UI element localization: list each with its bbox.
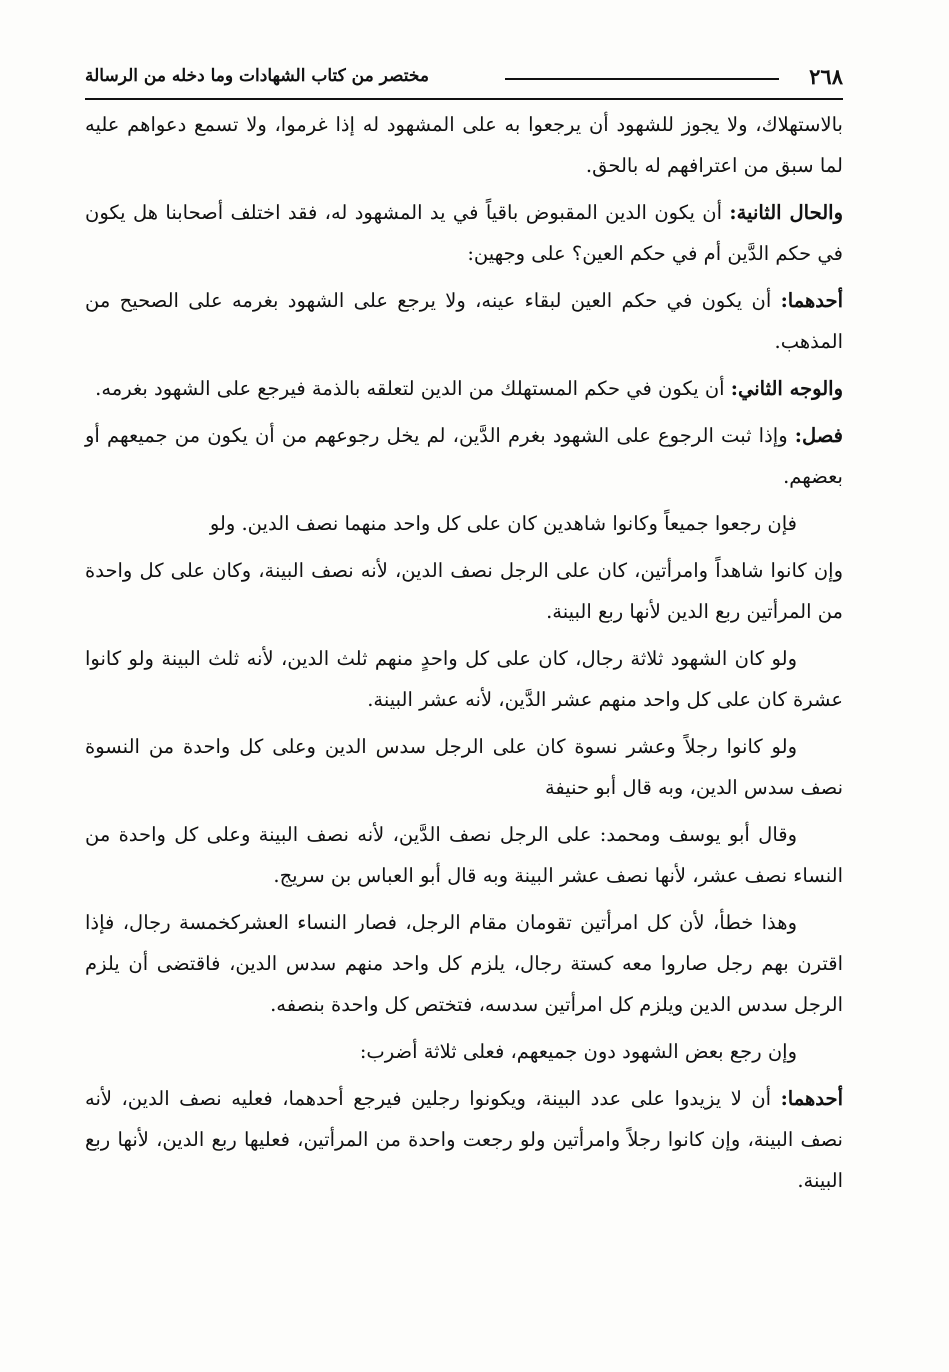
paragraph: وإن كانوا شاهداً وامرأتين، كان على الرجل نصف الدين، لأنه نصف البينة، وكان على كل واحدة من المرأتين ربع الدين لأنها ربع البينة. <box>85 559 843 623</box>
paragraph: وهذا خطأ، لأن كل امرأتين تقومان مقام الرجل، فصار النساء العشركخمسة رجال، فإذا اقترن بهم رجل صاروا معه كستة رجال، يلزم كل واحد منهم سدس الدين، فاقتضى أن يلزم الرجل سدس الدين ويلزم كل امرأتين سدسه، فتختص كل واحدة بنصفه. <box>85 911 843 1016</box>
running-title: مختصر من كتاب الشهادات وما دخله من الرسالة <box>85 66 429 86</box>
body-text <box>85 104 843 1207</box>
paragraph: وقال أبو يوسف ومحمد: على الرجل نصف الدَّين، لأنه نصف البينة وعلى كل واحدة من النساء نصف عشر، لأنها نصف عشر البينة وبه قال أبو العباس بن سريج. <box>85 823 843 887</box>
paragraph: وإن رجع بعض الشهود دون جميعهم، فعلى ثلاثة أضرب: <box>359 1040 797 1063</box>
paragraph: والوجه الثاني: أن يكون في حكم المستهلك من الدين لتعلقه بالذمة فيرجع على الشهود بغرمه. <box>95 377 843 400</box>
paragraph: أحدهما: أن لا يزيدوا على عدد البينة، ويكونوا رجلين فيرجع أحدهما، فعليه نصف الدين، لأنه نصف البينة، وإن كانوا رجلاً وامرأتين ولو رجعت واحدة من المرأتين، فعليها ربع الدين، لأنها ربع البينة. <box>85 1087 843 1192</box>
paragraph: ولو كان الشهود ثلاثة رجال، كان على كل واحدٍ منهم ثلث الدين، لأنه ثلث البينة ولو كانوا عشرة كان على كل واحد منهم عشر الدَّين، لأنه عشر البينة. <box>85 647 843 711</box>
header-dash-rule <box>505 78 779 80</box>
paragraph: ولو كانوا رجلاً وعشر نسوة كان على الرجل سدس الدين وعلى كل واحدة من النسوة نصف سدس الدين، وبه قال أبو حنيفة <box>85 735 843 799</box>
page-header <box>85 62 843 100</box>
paragraph: فإن رجعوا جميعاً وكانوا شاهدين كان على كل واحد منهما نصف الدين. ولو <box>209 512 797 535</box>
paragraph: فصل: وإذا ثبت الرجوع على الشهود بغرم الدَّين، لم يخل رجوعهم من أن يكون من جميعهم أو بعضهم. <box>85 424 843 488</box>
paragraph: والحال الثانية: أن يكون الدين المقبوض باقياً في يد المشهود له، فقد اختلف أصحابنا هل يكون في حكم الدَّين أم في حكم العين؟ على وجهين: <box>85 201 843 265</box>
paragraph: أحدهما: أن يكون في حكم العين لبقاء عينه، ولا يرجع على الشهود بغرمه على الصحيح من المذهب. <box>85 289 843 353</box>
paragraph: بالاستهلاك، ولا يجوز للشهود أن يرجعوا به على المشهود له إذا غرموا، ولا تسمع دعواهم عليه لما سبق من اعترافهم له بالحق. <box>85 113 843 177</box>
page-number: ٢٦٨ <box>809 64 843 89</box>
